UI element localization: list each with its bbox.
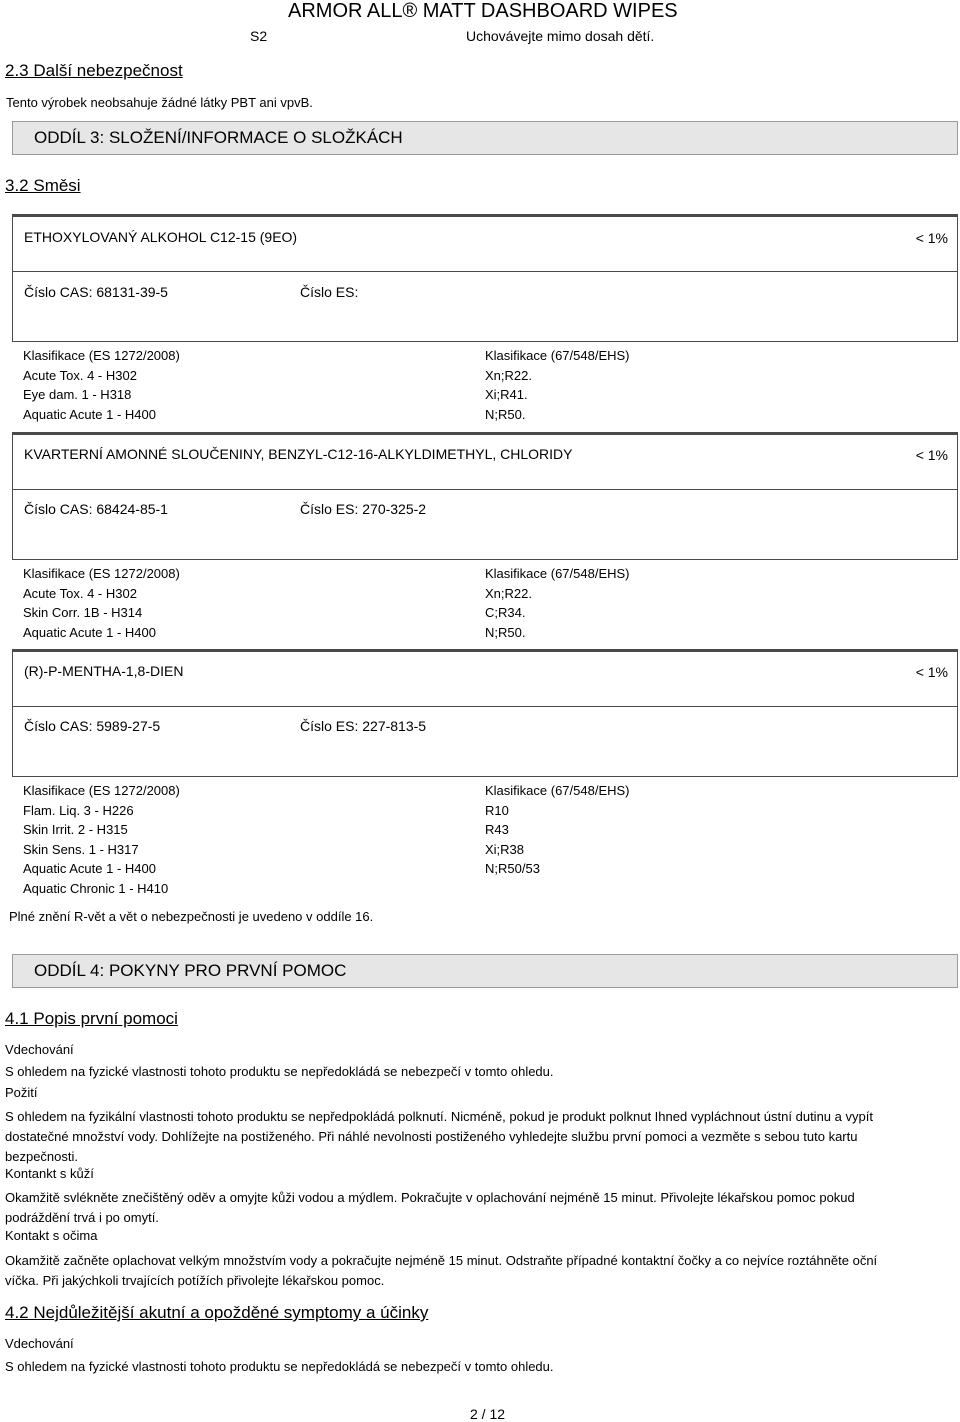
clp-item: Acute Tox. 4 - H302 — [23, 585, 137, 601]
dsd-item: Xi;R38 — [485, 841, 525, 857]
substance-3-dsd — [485, 781, 630, 879]
substance-name: ETHOXYLOVANÝ ALKOHOL C12-15 (9EO) — [24, 229, 298, 245]
label-eye-contact: Kontakt s očima — [5, 1228, 98, 1243]
product-title: ARMOR ALL® MATT DASHBOARD WIPES — [288, 0, 678, 22]
label-skin-contact: Kontankt s kůží — [5, 1166, 94, 1181]
substance-1-clp — [23, 346, 180, 424]
clp-item: Flam. Liq. 3 - H226 — [23, 802, 134, 818]
dsd-item: C;R34. — [485, 605, 526, 620]
clp-item: Acute Tox. 4 - H302 — [23, 367, 137, 383]
dsd-item: Xn;R22. — [485, 367, 532, 383]
substance-2-id-row — [13, 489, 957, 562]
clp-item: Skin Corr. 1B - H314 — [23, 605, 143, 620]
substance-2-clp — [23, 564, 180, 642]
clp-item: Skin Irrit. 2 - H315 — [23, 822, 128, 837]
dsd-item: N;R50. — [485, 624, 526, 640]
section-3-title-text: ODDÍL 3: SLOŽENÍ/INFORMACE O SLOŽKÁCH — [34, 128, 403, 147]
section-3-title — [12, 121, 958, 155]
substance-2-name-row — [13, 435, 957, 489]
clp-item: Aquatic Acute 1 - H400 — [23, 861, 156, 876]
subheading-4-2: 4.2 Nejdůležitější akutní a opožděné symptomy a účinky — [5, 1303, 429, 1322]
dsd-item: N;R50. — [485, 406, 526, 422]
clp-item: Eye dam. 1 - H318 — [23, 387, 132, 402]
dsd-item: N;R50/53 — [485, 861, 540, 876]
cas-number: Číslo CAS: 68131-39-5 — [24, 284, 168, 300]
es-number: Číslo ES: — [300, 284, 359, 300]
section-4-title — [12, 954, 958, 988]
dsd-item: Xn;R22. — [485, 585, 532, 601]
substance-3-name-row — [13, 652, 957, 706]
clp-header: Klasifikace (ES 1272/2008) — [23, 566, 180, 581]
text-inhalation: S ohledem na fyzické vlastnosti tohoto produktu se nepředokládá se nebezpečí v tomto ohledu. — [5, 1064, 554, 1079]
label-ingestion: Požití — [5, 1085, 38, 1100]
label-inhalation: Vdechování — [5, 1042, 74, 1057]
text-inhalation-symptoms: S ohledem na fyzické vlastnosti tohoto produktu se nepředokládá se nebezpečí v tomto ohledu. — [5, 1359, 554, 1374]
section-4-title-text: ODDÍL 4: POKYNY PRO PRVNÍ POMOC — [34, 961, 347, 980]
es-number: Číslo ES: 227-813-5 — [300, 718, 427, 734]
es-number: Číslo ES: 270-325-2 — [300, 501, 427, 517]
substance-1-id-row — [13, 271, 957, 344]
dsd-header: Klasifikace (67/548/EHS) — [485, 348, 630, 363]
substance-1 — [12, 214, 958, 342]
substance-2 — [12, 432, 958, 560]
substance-name: (R)-P-MENTHA-1,8-DIEN — [24, 663, 184, 679]
substance-3-id-row — [13, 706, 957, 779]
label-inhalation-symptoms: Vdechování — [5, 1336, 74, 1351]
clp-item: Aquatic Acute 1 - H400 — [23, 406, 156, 422]
substance-3-clp — [23, 781, 180, 898]
subheading-4-1: 4.1 Popis první pomoci — [5, 1009, 178, 1028]
dsd-header: Klasifikace (67/548/EHS) — [485, 566, 630, 581]
substance-1-name-row — [13, 217, 957, 271]
cas-number: Číslo CAS: 5989-27-5 — [24, 718, 161, 734]
dsd-item: R10 — [485, 802, 509, 818]
header-code: S2 — [250, 28, 268, 44]
concentration: < 1% — [915, 230, 948, 246]
substance-2-dsd — [485, 564, 630, 642]
clp-item: Aquatic Chronic 1 - H410 — [23, 880, 169, 896]
pbt-statement: Tento výrobek neobsahuje žádné látky PBT ani vpvB. — [6, 95, 313, 110]
substance-3 — [12, 649, 958, 777]
clp-item: Aquatic Acute 1 - H400 — [23, 624, 156, 640]
clp-header: Klasifikace (ES 1272/2008) — [23, 783, 180, 798]
dsd-header: Klasifikace (67/548/EHS) — [485, 783, 630, 798]
dsd-item: R43 — [485, 822, 509, 837]
substance-1-dsd — [485, 346, 630, 424]
subheading-3-2: 3.2 Směsi — [5, 176, 81, 195]
text-eye-contact: Okamžitě začněte oplachovat velkým množstvím vody a pokračujte nejméně 15 minut. Odstraňte případné kontaktní čočky a co nejvíce roztáhněte oční víčka. Při jakýchkoli trvajících potížích přivolejte lékařskou pomoc. — [5, 1253, 878, 1288]
substance-name: KVARTERNÍ AMONNÉ SLOUČENINY, BENZYL-C12-16-ALKYLDIMETHYL, CHLORIDY — [24, 446, 573, 462]
concentration: < 1% — [915, 447, 948, 463]
text-ingestion: S ohledem na fyzikální vlastnosti tohoto produktu se nepředpokládá polknutí. Nicméně, pokud je produkt polknut Ihned vypláchnout ústní dutinu a vypít dostatečné množství vody. Dohlížejte na postiženého. Při náhlé nevolnosti postiženého vyhledejte službu první pomoci a vezměte s sebou tuto kartu bezpečnosti. — [5, 1109, 873, 1164]
cas-number: Číslo CAS: 68424-85-1 — [24, 501, 168, 517]
page-number: 2 / 12 — [470, 1406, 506, 1422]
text-skin-contact: Okamžitě svlékněte znečištěný oděv a omyjte kůži vodou a mýdlem. Pokračujte v oplachování nejméně 15 minut. Přivolejte lékařskou pomoc pokud podráždění trvá i po omytí. — [5, 1190, 855, 1225]
subheading-2-3: 2.3 Další nebezpečnost — [5, 61, 183, 80]
dsd-item: Xi;R41. — [485, 387, 528, 402]
concentration: < 1% — [915, 664, 948, 680]
keep-away-notice: Uchovávejte mimo dosah dětí. — [466, 28, 655, 44]
r-phrases-footnote: Plné znění R-vět a vět o nebezpečnosti je uvedeno v oddíle 16. — [9, 909, 374, 924]
clp-item: Skin Sens. 1 - H317 — [23, 841, 139, 857]
clp-header: Klasifikace (ES 1272/2008) — [23, 348, 180, 363]
